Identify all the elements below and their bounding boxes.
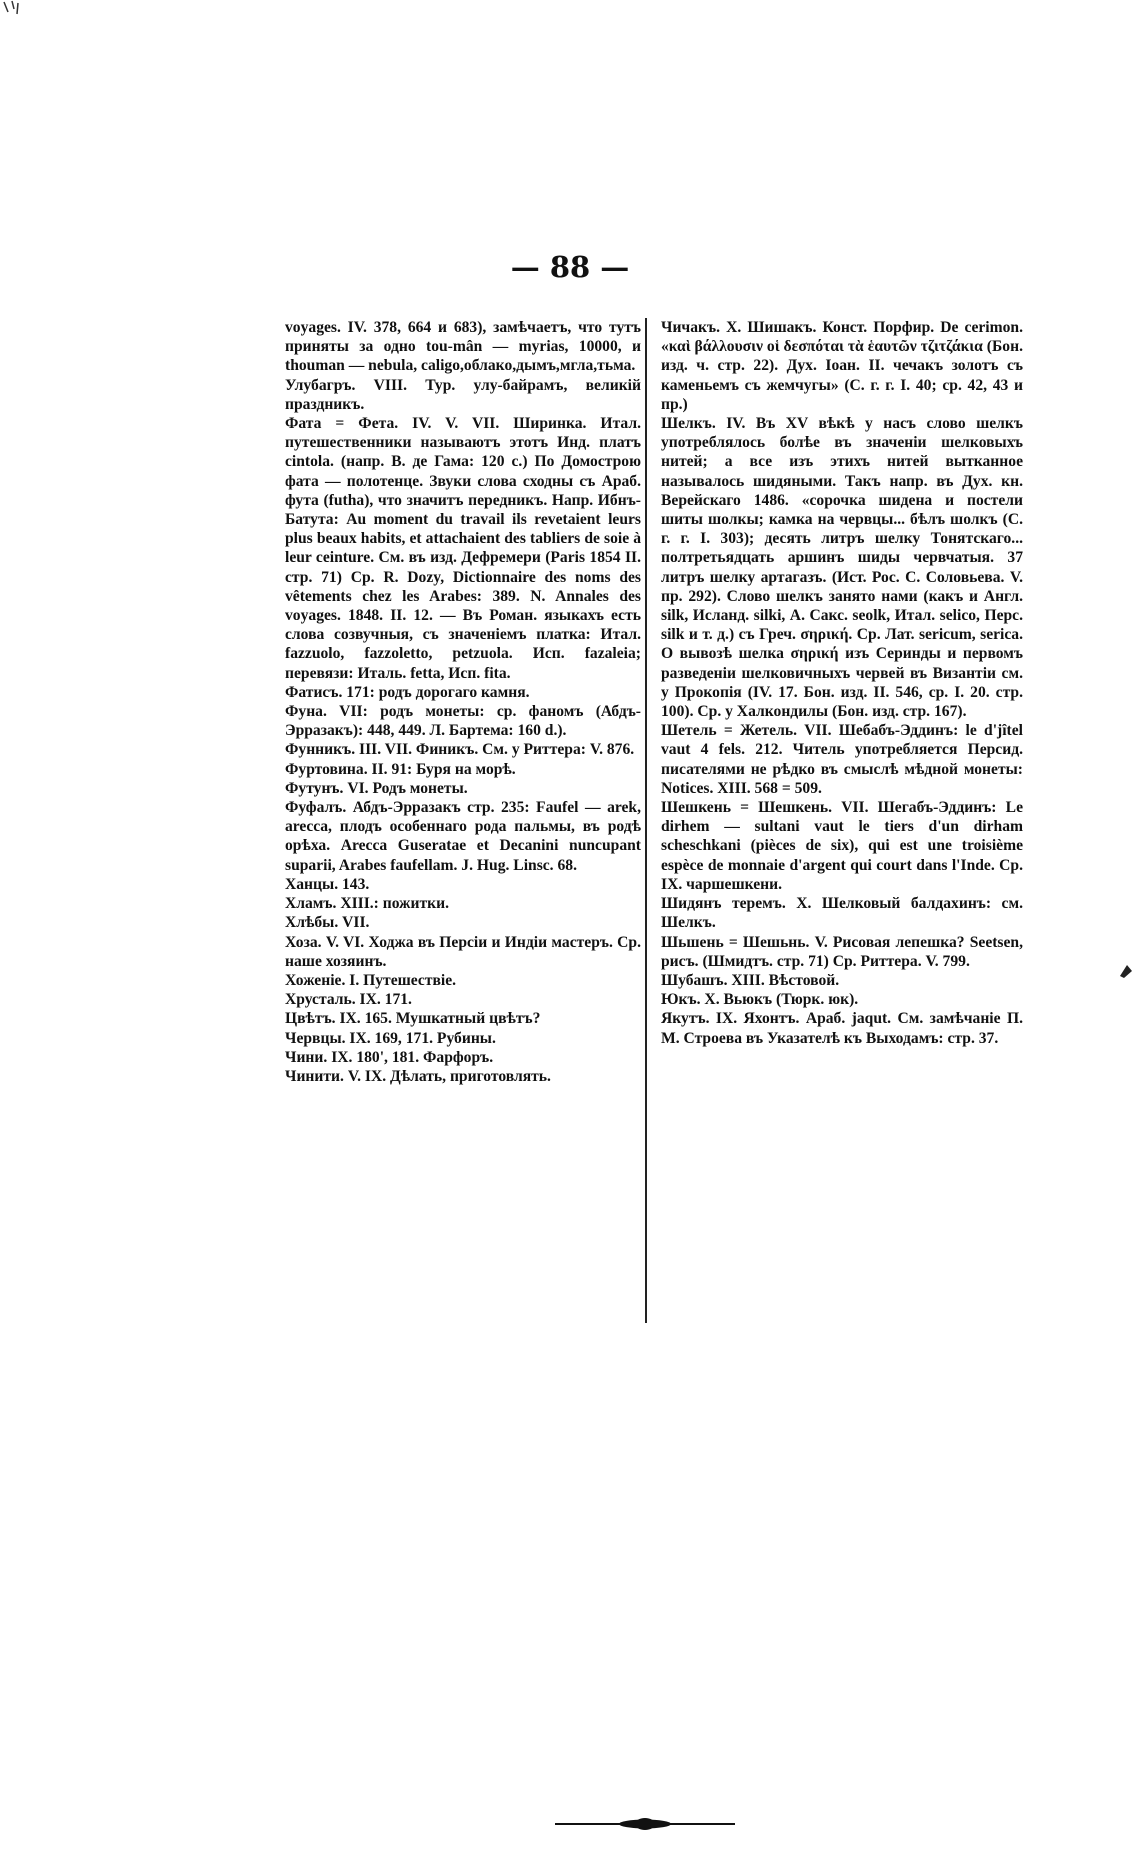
entry: Хоженіе. I. Путешествіе. (285, 971, 457, 989)
stray-ink-mark-icon (1118, 962, 1136, 980)
entry: Шидянъ теремъ. X. Шелковый балдахинъ: см. Шелкъ. (661, 895, 1023, 932)
entry: Футунъ. VI. Родъ монеты. (285, 779, 468, 797)
entry: Чинити. V. IX. Дѣлать, приготовлять. (285, 1067, 551, 1085)
right-column (661, 318, 1023, 1048)
entry: Фата = Фета. IV. V. VII. Ширинка. Итал. путешественники называютъ этотъ Инд. платъ cintola. (напр. В. де Гама: 120 с.) По Домострою фата — полотенце. Звуки слова сходны съ Араб. фута (futha), что значитъ передникъ. Напр. Ибнъ-Батута: Au moment du travail ils revetaient leurs plus beaux habits, et attachaient des tabliers de soie à leur ceinture. См. въ изд. Дефремери (Paris 1854 II. стр. 71) Ср. R. Dozy, Dictionnaire des noms des vêtements chez les Arabes: 389. N. Annales des voyages. 1848. II. 12. — Въ Роман. языкахъ есть слова созвучныя, съ значеніемъ платка: Итал. fazzuolo, fazzoletto, petzuola. Исп. fazaleia; перевязи: Италь. fetta, Исп. fita. (285, 415, 641, 682)
entry: Шетель = Жетель. VII. Шебабъ-Эддинъ: le d'jîtel vaut 4 fels. 212. Читель употребляется Персид. писателями не рѣдко въ смыслѣ мѣдной монеты: Notices. XIII. 568 = 509. (661, 722, 1023, 797)
left-column (285, 318, 641, 1086)
entry: Фунникъ. III. VII. Финикъ. См. у Риттера: V. 876. (285, 741, 635, 759)
entry: Хоза. V. VI. Ходжа въ Персіи и Индіи мастеръ. Ср. наше хозяинъ. (285, 933, 641, 970)
entry: Фатисъ. 171: родъ дорогаго камня. (285, 683, 530, 701)
entry: Фуфалъ. Абдъ-Эрразакъ стр. 235: Faufel — arek, arecca, плодъ особеннаго рода пальмы, въ родѣ орѣха. Arecca Guseratae et Decanini nuncupant suparii, Arabes faufellam. J. Hug. Linsc. 68. (285, 799, 641, 874)
entry: Шешкень = Шешкень. VII. Шегабъ-Эддинъ: Le dirhem — sultani vaut le tiers d'un dirham scheschkani (pièces de six), qui est une troisième espèce de monnaie d'argent qui court dans l'Inde. Ср. IX. чаршешкени. (661, 799, 1023, 893)
page-number: — 88 — (510, 250, 630, 284)
entry: Улубагръ. VIII. Тур. улу-байрамъ, великій праздникъ. (285, 376, 641, 413)
entry: Ханцы. 143. (285, 875, 370, 893)
entry: Фуна. VII: родъ монеты: ср. фаномъ (Абдъ-Эрразакъ): 448, 449. Л. Бартема: 160 d.). (285, 703, 641, 740)
entry: Шелкъ. IV. Въ XV вѣкѣ у насъ слово шелкъ употреблялось болѣе въ значеніи шелковыхъ нитей; а все изъ этихъ нитей вытканное называлось шидяными. Такъ напр. въ Дух. кн. Верейскаго 1486. «сорочка шидена и постели шиты шолкы; камка на червцы... бѣлъ шолкъ (С. г. г. I. 303); десять литръ шелку Тонятскаго... полтретьядцать аршинъ шиды червчатыя. 37 литръ шелку артагазъ. (Ист. Рос. С. Соловьева. V. пр. 292). Слово шелкъ занято нами (какъ и Англ. silk, Исланд. silki, А. Сакс. seolk, Итал. selico, Перс. silk и т. д.) съ Греч. σηρική. Ср. Лат. sericum, serica. О вывозѣ шелка σηρική изъ Серинды и первомъ разведеніи шелковичныхъ червей въ Византіи см. у Прокопія (IV. 17. Бон. изд. II. 546, ср. I. 20. стр. 100). Ср. у Халкондилы (Бон. изд. стр. 167). (661, 415, 1023, 721)
entry: Червцы. IX. 169, 171. Рубины. (285, 1029, 496, 1047)
column-divider (645, 318, 647, 1323)
entry: Хлѣбы. VII. (285, 914, 370, 932)
entry: Хламъ. XIII.: пожитки. (285, 895, 449, 913)
entry: Цвѣтъ. IX. 165. Мушкатный цвѣтъ? (285, 1010, 541, 1028)
corner-ink-mark-icon (2, 0, 24, 18)
entry: Чичакъ. X. Шишакъ. Конст. Порфир. De cerimon. «καὶ βάλλουσιν οἱ δεσπόται τὰ ἑαυτῶν τζιτζάκια (Бон. изд. ч. стр. 22). Дух. Іоан. II. чечакъ золотъ съ каменьемъ съ жемчугы» (С. г. г. I. 40; ср. 42, 43 и пр.) (661, 319, 1023, 413)
entry: Хрусталь. IX. 171. (285, 991, 412, 1009)
entry: Шьшень = Шешьнь. V. Рисовая лепешка? Seetsen, рисъ. (Шмидтъ. стр. 71) Ср. Риттера. V. 799. (661, 933, 1023, 970)
ornament-end-line-icon (555, 1818, 735, 1830)
entry: Чини. IX. 180', 181. Фарфоръ. (285, 1048, 494, 1066)
entry: Якутъ. IX. Яхонтъ. Араб. jaqut. См. замѣчаніе П. М. Строева въ Указателѣ къ Выходамъ: стр. 37. (661, 1010, 1023, 1047)
entry: Юкъ. X. Вьюкъ (Тюрк. юк). (661, 991, 859, 1009)
entry: voyages. IV. 378, 664 и 683), замѣчаетъ, что тутъ приняты за одно tou-mân — myrias, 10000, и thouman — nebula, caligo,облако,дымъ,мгла,тьма. (285, 319, 641, 375)
entry: Фуртовина. II. 91: Буря на морѣ. (285, 760, 516, 778)
entry: Шубашъ. XIII. Вѣстовой. (661, 971, 840, 989)
